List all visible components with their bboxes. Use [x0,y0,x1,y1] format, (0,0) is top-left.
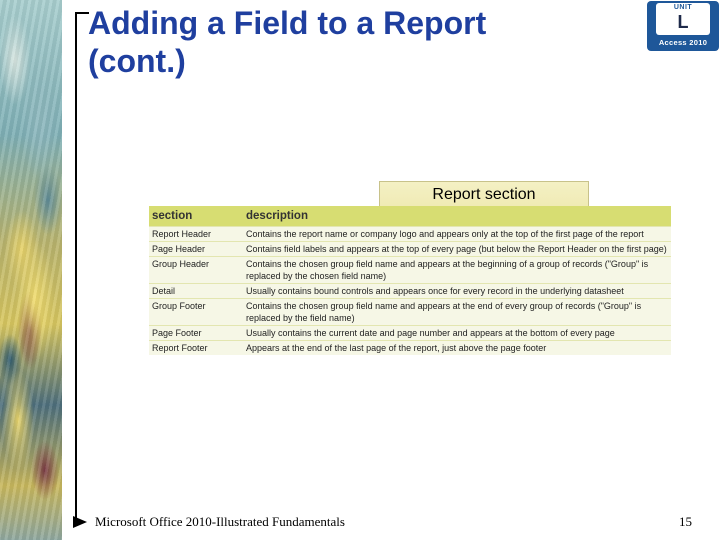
unit-word: UNIT [673,4,693,11]
page-number: 15 [679,514,692,529]
section-cell: Report Header [149,227,243,242]
description-cell: Usually contains bound controls and appears once for every record in the underlying datasheet [243,284,671,299]
section-cell: Detail [149,284,243,299]
table-header-row [149,206,671,227]
section-cell: Group Footer [149,299,243,326]
description-cell: Contains field labels and appears at the top of every page (but below the Report Header on the first page) [243,242,671,257]
slide-title: Adding a Field to a Report (cont.) [88,5,487,79]
table-row [149,326,671,341]
table-row [149,341,671,356]
table-row [149,299,671,326]
column-header-description: description [246,210,308,222]
table-row [149,284,671,299]
description-cell: Contains the report name or company logo and appears only at the top of the first page of the report [243,227,671,242]
description-cell: Appears at the end of the last page of the report, just above the page footer [243,341,671,356]
description-cell: Usually contains the current date and page number and appears at the bottom of every page [243,326,671,341]
column-header-section: section [152,210,193,222]
table-row [149,257,671,284]
unit-badge [647,1,719,51]
report-sections-table [149,206,671,355]
title-bracket-line [75,12,77,522]
description-cell: Contains the chosen group field name and appears at the beginning of a group of records ("Group" is replaced by the chosen field name) [243,257,671,284]
section-cell: Report Footer [149,341,243,356]
unit-letter: L [677,12,689,32]
section-cell: Page Header [149,242,243,257]
report-section-label: Report section [379,181,589,209]
title-bracket-top [75,12,89,14]
section-cell: Page Footer [149,326,243,341]
section-cell: Group Header [149,257,243,284]
footer-text: Microsoft Office 2010-Illustrated Fundamentals [95,514,345,529]
table-row [149,242,671,257]
decorative-side-strip [0,0,62,540]
bracket-arrow-icon [73,516,87,528]
table-row [149,227,671,242]
description-cell: Contains the chosen group field name and appears at the end of every group of records ("Group" is replaced by the field name) [243,299,671,326]
unit-badge-inner [656,3,710,35]
unit-product-name: Access 2010 [658,38,708,47]
